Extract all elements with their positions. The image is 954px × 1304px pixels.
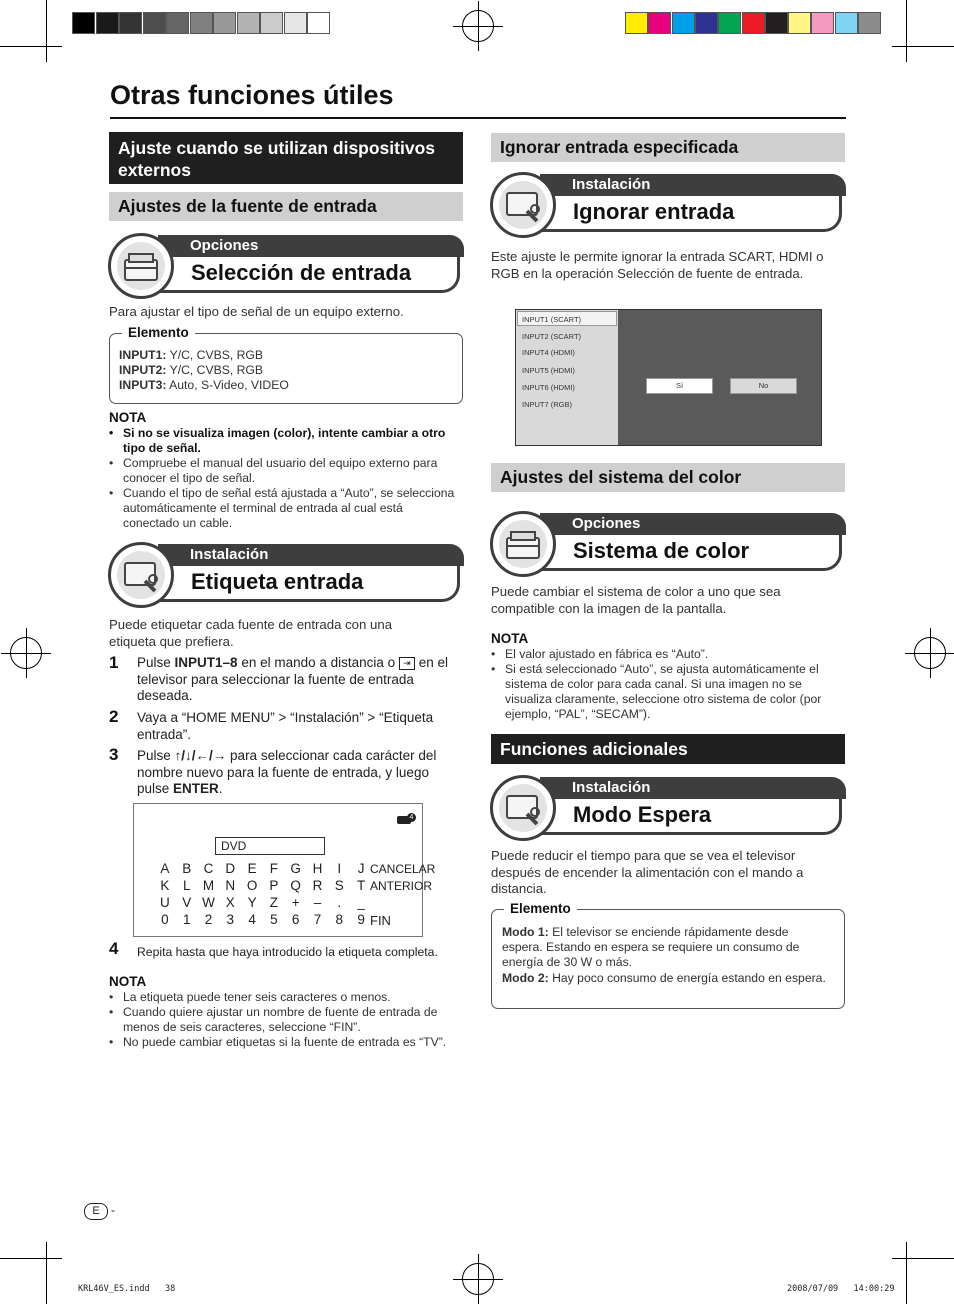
menu-tab-label: Opciones: [158, 235, 464, 257]
element-row-mode1: Modo 1: El televisor se enciende rápidamente desde espera. Estando en espera se requiere un consumo de energía de 30 W o más.: [502, 925, 800, 969]
language-marker: E: [84, 1203, 108, 1220]
menu-banner-standby-mode: [490, 775, 846, 843]
element-box-standby: [491, 901, 845, 1009]
step-text: Vaya a “HOME MENU” > “Instalación” > “Etiqueta entrada”.: [137, 710, 434, 742]
grayscale-swatch: [190, 12, 213, 34]
menu-tab-label: Instalación: [158, 544, 464, 566]
nota-list-color-system: [491, 647, 843, 722]
keyboard-cancel-key[interactable]: CANCELAR: [370, 862, 436, 876]
menu-banner-input-label: [108, 542, 464, 610]
step-number: 3: [109, 745, 119, 764]
nota-item: • No puede cambiar etiquetas si la fuente de entrada es “TV”.: [109, 1035, 461, 1050]
element-box-label: Elemento: [504, 901, 577, 916]
color-swatch: [765, 12, 788, 34]
section-heading-additional-functions: Funciones adicionales: [491, 734, 845, 764]
color-swatch: [648, 12, 671, 34]
title-rule: [110, 117, 846, 119]
registration-mark-bottom: [462, 1263, 494, 1295]
menu-tab-label: Opciones: [540, 513, 846, 535]
list-item[interactable]: INPUT1 (SCART): [522, 315, 582, 324]
keyboard-end-key[interactable]: FIN: [370, 913, 391, 928]
nota-item: • Compruebe el manual del usuario del equipo externo para conocer el tipo de señal.: [109, 456, 461, 486]
intro-input-label: Puede etiquetar cada fuente de entrada con una etiqueta que prefiera.: [109, 617, 393, 649]
intro-ignore-input: Este ajuste le permite ignorar la entrada SCART, HDMI o RGB en la operación Selección de fuente de entrada.: [491, 249, 824, 281]
nota-item: • Si está seleccionado “Auto”, se ajusta automáticamente el sistema de color para cada canal. Si una imagen no se visualiza claramente, seleccione otro sistema de color (por ejemplo, “PAL”, “SECAM”).: [491, 662, 843, 722]
color-swatch: [858, 12, 881, 34]
element-row-input1: INPUT1: Y/C, CVBS, RGB: [119, 348, 264, 362]
nota-heading: NOTA: [109, 974, 147, 989]
element-box-inputs: [109, 325, 463, 404]
nota-item: • Cuando el tipo de señal está ajustada a “Auto”, se selecciona automáticamente el terminal de entrada al cual está conectado un cable.: [109, 486, 461, 531]
element-row-mode2: Modo 2: Hay poco consumo de energía estando en espera.: [502, 971, 826, 985]
nota-heading: NOTA: [491, 631, 529, 646]
setup-tools-icon: [490, 775, 556, 841]
registration-mark-left: [10, 637, 42, 669]
element-box-label: Elemento: [122, 325, 195, 340]
color-swatch: [625, 12, 648, 34]
toolbox-icon: [490, 511, 556, 577]
intro-color-system: Puede cambiar el sistema de color a uno que sea compatible con la imagen de la pantalla.: [491, 584, 781, 616]
toolbox-icon: [108, 233, 174, 299]
menu-item-title: Selección de entrada: [158, 257, 460, 293]
intro-standby-mode: Puede reducir el tiempo para que se vea el televisor después de encender la alimentación con el mando a distancia.: [491, 848, 804, 896]
step-text: Repita hasta que haya introducido la etiqueta completa.: [137, 945, 438, 959]
section-heading-color-system: Ajustes del sistema del color: [491, 463, 845, 492]
step-number: 2: [109, 707, 119, 726]
registration-mark-right: [914, 637, 946, 669]
step-number: 1: [109, 653, 119, 672]
list-item[interactable]: INPUT7 (RGB): [522, 400, 573, 409]
color-swatch: [718, 12, 741, 34]
grayscale-swatch: [72, 12, 95, 34]
no-button[interactable]: No: [730, 378, 797, 394]
list-item[interactable]: INPUT6 (HDMI): [522, 383, 575, 392]
page-title: Otras funciones útiles: [110, 80, 394, 110]
grayscale-swatch: [166, 12, 189, 34]
list-item[interactable]: INPUT4 (HDMI): [522, 348, 575, 357]
yes-button[interactable]: Sí: [646, 378, 713, 394]
keyboard-screen: 4 DVD A B C D E F G H I J K L M N O P Q R S T U V W X Y Z + – . _ 0 1 2 3 4 5 6 7 8 9 CANCELAR ANTERIOR FIN: [133, 803, 423, 937]
intro-input-select: Para ajustar el tipo de señal de un equipo externo.: [109, 304, 404, 319]
ignore-input-screen: [515, 309, 822, 446]
keyboard-back-key[interactable]: ANTERIOR: [370, 879, 433, 893]
footer-file-info: KRL46V_ES.indd 38: [78, 1284, 176, 1294]
keyboard-row: 0 1 2 3 4 5 6 7 8 9: [161, 912, 365, 927]
section-heading-input-source: Ajustes de la fuente de entrada: [109, 192, 463, 221]
grayscale-swatch: [260, 12, 283, 34]
list-item[interactable]: INPUT5 (HDMI): [522, 366, 575, 375]
color-swatch: [811, 12, 834, 34]
label-input-field[interactable]: DVD: [215, 837, 325, 855]
color-swatch: [835, 12, 858, 34]
grayscale-swatch: [307, 12, 330, 34]
grayscale-swatch: [96, 12, 119, 34]
grayscale-swatch: [119, 12, 142, 34]
registration-mark-top: [462, 10, 494, 42]
menu-banner-ignore-input: [490, 172, 846, 240]
setup-tools-icon: [490, 172, 556, 238]
menu-item-title: Etiqueta entrada: [158, 566, 460, 602]
menu-item-title: Sistema de color: [540, 535, 842, 571]
page-marker-dash: -: [111, 1203, 115, 1217]
list-item[interactable]: INPUT2 (SCART): [522, 332, 582, 341]
element-row-input3: INPUT3: Auto, S-Video, VIDEO: [119, 378, 289, 392]
step-number: 4: [109, 939, 119, 958]
input-list: [516, 310, 618, 445]
menu-tab-label: Instalación: [540, 777, 846, 799]
section-heading-ignore-input: Ignorar entrada especificada: [491, 133, 845, 162]
nota-list-input-select: [109, 426, 461, 531]
menu-item-title: Modo Espera: [540, 799, 842, 835]
menu-item-title: Ignorar entrada: [540, 196, 842, 232]
grayscale-swatch: [237, 12, 260, 34]
nota-item: • El valor ajustado en fábrica es “Auto”.: [491, 647, 843, 662]
input-source-icon: ⇥: [399, 657, 415, 670]
grayscale-swatch: [284, 12, 307, 34]
grayscale-swatch: [143, 12, 166, 34]
color-swatch: [672, 12, 695, 34]
step-text: Pulse INPUT1–8 en el mando a distancia o ⇥ en el televisor para seleccionar la fuente de entrada deseada.: [137, 655, 448, 703]
menu-tab-label: Instalación: [540, 174, 846, 196]
menu-banner-color-system: [490, 511, 846, 579]
nota-item: • Cuando quiere ajustar un nombre de fuente de entrada de menos de seis caracteres, seleccione “FIN”.: [109, 1005, 461, 1035]
grayscale-swatch: [213, 12, 236, 34]
setup-tools-icon: [108, 542, 174, 608]
color-swatch: [788, 12, 811, 34]
keyboard-row: A B C D E F G H I J: [160, 861, 365, 876]
element-row-input2: INPUT2: Y/C, CVBS, RGB: [119, 363, 264, 377]
color-swatch: [695, 12, 718, 34]
footer-timestamp: 2008/07/09 14:00:29: [787, 1284, 895, 1294]
color-swatch: [742, 12, 765, 34]
nota-list-input-label: [109, 990, 461, 1050]
keyboard-row: U V W X Y Z + – . _: [160, 895, 365, 910]
nota-heading: NOTA: [109, 410, 147, 425]
menu-banner-input-select: [108, 233, 464, 301]
nota-item: • La etiqueta puede tener seis caracteres o menos.: [109, 990, 461, 1005]
section-heading-external-devices: Ajuste cuando se utilizan dispositivos externos: [109, 132, 463, 184]
arrow-keys-icon: ↑/↓/←/→: [174, 748, 227, 763]
keyboard-row: K L M N O P Q R S T: [160, 878, 366, 893]
step-text: Pulse ↑/↓/←/→ para seleccionar cada carácter del nombre nuevo para la fuente de entrada, y luego pulse ENTER.: [137, 748, 437, 796]
nota-item: • Si no se visualiza imagen (color), intente cambiar a otro tipo de señal.: [109, 426, 461, 456]
